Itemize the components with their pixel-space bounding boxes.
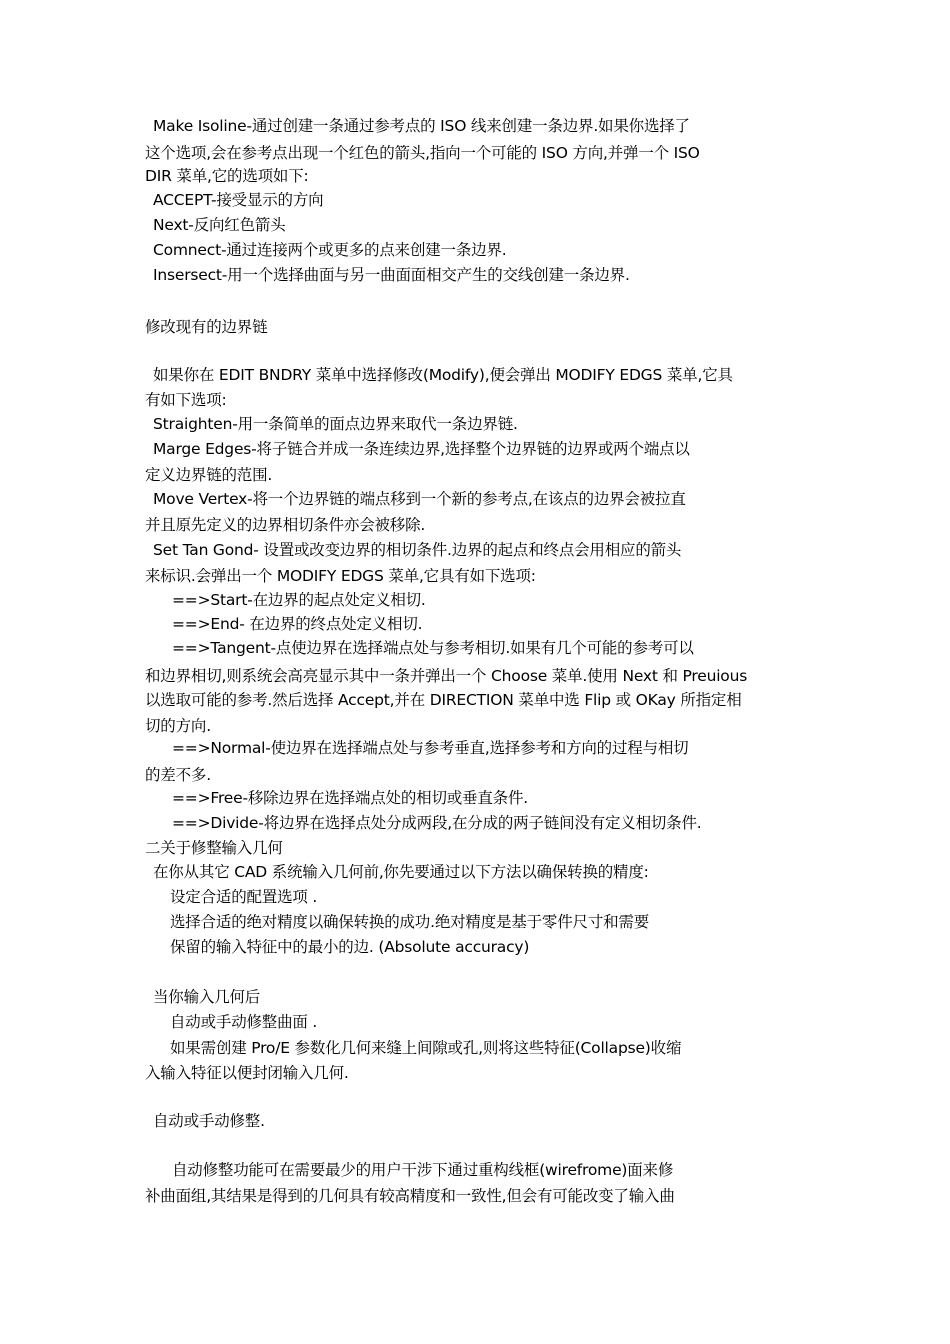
text-line: 定义边界链的范围. — [145, 466, 273, 484]
text-line: 选择合适的绝对精度以确保转换的成功.绝对精度是基于零件尺寸和需要 — [170, 913, 650, 931]
text-line: Set Tan Gond- 设置或改变边界的相切条件.边界的起点和终点会用相应的箭头 — [153, 541, 682, 559]
text-line: ACCEPT-接受显示的方向 — [153, 191, 324, 209]
text-line: ==>Start-在边界的起点处定义相切. — [172, 591, 426, 609]
text-line: 在你从其它 CAD 系统输入几何前,你先要通过以下方法以确保转换的精度: — [153, 863, 649, 881]
text-line: Move Vertex-将一个边界链的端点移到一个新的参考点,在该点的边界会被拉直 — [153, 490, 686, 508]
text-line: 的差不多. — [145, 766, 211, 784]
text-line: 补曲面组,其结果是得到的几何具有较高精度和一致性,但会有可能改变了输入曲 — [145, 1187, 675, 1205]
text-line: 来标识.会弹出一个 MODIFY EDGS 菜单,它具有如下选项: — [145, 567, 536, 585]
text-line: ==>End- 在边界的终点处定义相切. — [172, 615, 423, 633]
section-heading: 二关于修整输入几何 — [145, 839, 283, 857]
text-line: Next-反向红色箭头 — [153, 216, 286, 234]
text-line: Straighten-用一条简单的面点边界来取代一条边界链. — [153, 415, 518, 433]
text-line: 自动或手动修整. — [153, 1112, 265, 1130]
text-line: 如果你在 EDIT BNDRY 菜单中选择修改(Modify),便会弹出 MODIFY EDGS 菜单,它具 — [153, 366, 733, 384]
text-line: 当你输入几何后 — [153, 988, 261, 1006]
text-line: ==>Normal-使边界在选择端点处与参考垂直,选择参考和方向的过程与相切 — [172, 739, 689, 757]
text-line: ==>Free-移除边界在选择端点处的相切或垂直条件. — [172, 789, 528, 807]
text-line: ==>Tangent-点使边界在选择端点处与参考相切.如果有几个可能的参考可以 — [172, 639, 694, 657]
text-line: 并且原先定义的边界相切条件亦会被移除. — [145, 516, 426, 534]
text-line: DIR 菜单,它的选项如下: — [145, 167, 309, 185]
text-line: 设定合适的配置选项 . — [170, 888, 318, 906]
text-line: Insersect-用一个选择曲面与另一曲面面相交产生的交线创建一条边界. — [153, 266, 630, 284]
text-line: Marge Edges-将子链合并成一条连续边界,选择整个边界链的边界或两个端点以 — [153, 440, 690, 458]
text-line: ==>Divide-将边界在选择点处分成两段,在分成的两子链间没有定义相切条件. — [172, 814, 702, 832]
text-line: 切的方向. — [145, 717, 211, 735]
text-line: 入输入特征以便封闭输入几何. — [145, 1064, 349, 1082]
text-line: 以选取可能的参考.然后选择 Accept,并在 DIRECTION 菜单中选 Flip 或 OKay 所指定相 — [145, 691, 742, 709]
text-line: Comnect-通过连接两个或更多的点来创建一条边界. — [153, 241, 507, 259]
text-line: 自动或手动修整曲面 . — [170, 1013, 318, 1031]
text-line: 自动修整功能可在需要最少的用户干涉下通过重构线框(wirefrome)面来修 — [172, 1161, 674, 1179]
text-line: 这个选项,会在参考点出现一个红色的箭头,指向一个可能的 ISO 方向,并弹一个 ISO — [145, 144, 700, 162]
text-line: 如果需创建 Pro/E 参数化几何来缝上间隙或孔,则将这些特征(Collapse)收缩 — [170, 1039, 682, 1057]
text-line: 有如下选项: — [145, 391, 227, 409]
section-heading: 修改现有的边界链 — [145, 318, 268, 336]
text-line: 和边界相切,则系统会高亮显示其中一条并弹出一个 Choose 菜单.使用 Next 和 Preuious — [145, 667, 748, 685]
text-line: 保留的输入特征中的最小的边. (Absolute accuracy) — [170, 938, 530, 956]
text-line: Make Isoline-通过创建一条通过参考点的 ISO 线来创建一条边界.如果你选择了 — [153, 117, 690, 135]
